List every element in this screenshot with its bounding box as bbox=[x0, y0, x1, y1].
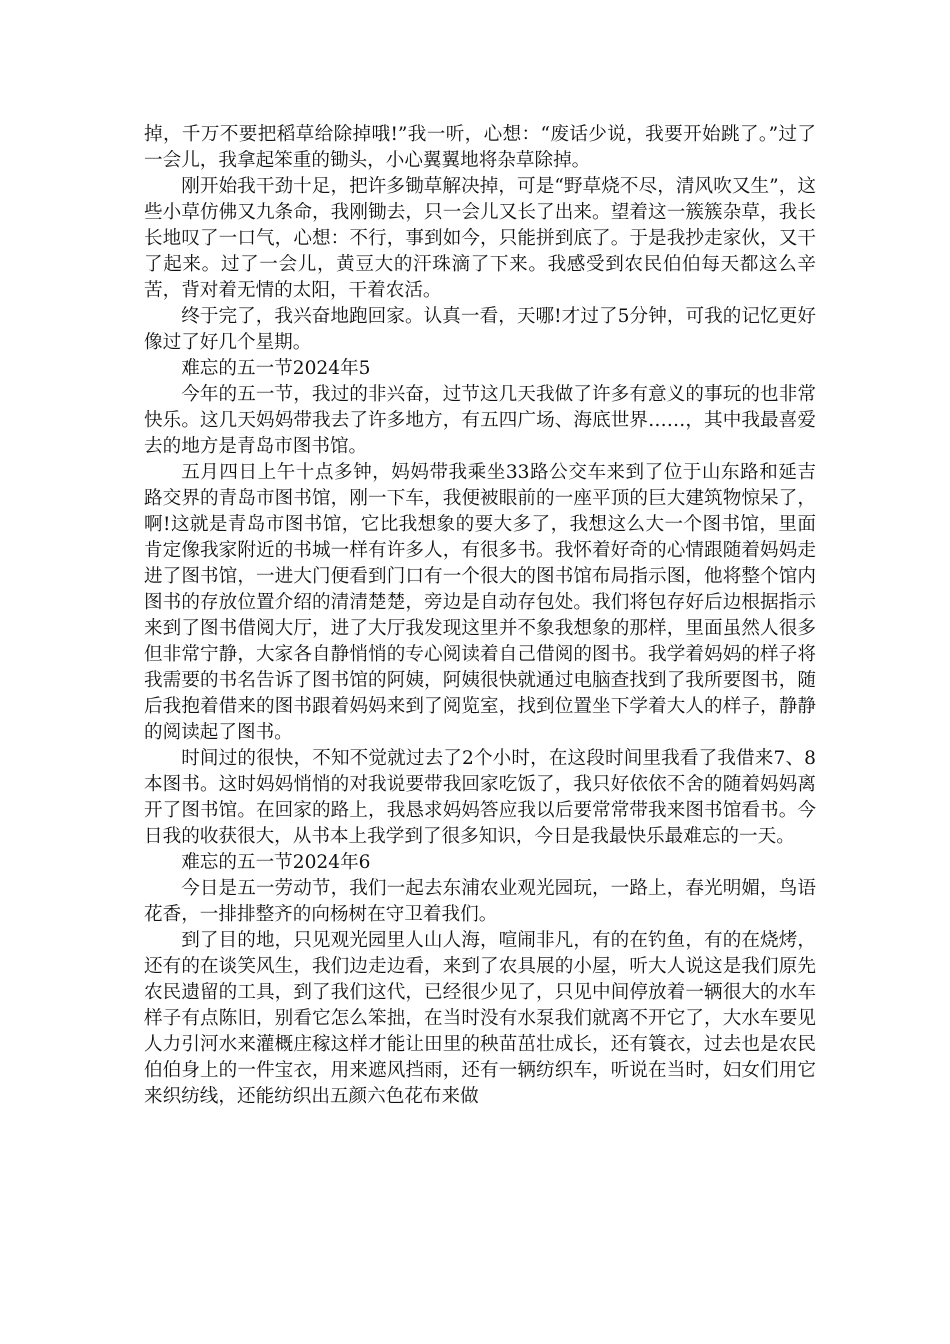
paragraph: 终于完了，我兴奋地跑回家。认真一看，天哪!才过了5分钟，可我的记忆更好像过了好几个星期。 bbox=[144, 306, 816, 353]
paragraph: 时间过的很快，不知不觉就过去了2个小时，在这段时间里我看了我借来7、8本图书。这时妈妈悄悄的对我说要带我回家吃饭了，我只好依依不舍的随着妈妈离开了图书馆。在回家的路上，我恳求妈妈答应我以后要常常带我来图书馆看书。今日我的收获很大，从书本上我学到了很多知识，今日是我最快乐最难忘的一天。 bbox=[144, 748, 816, 847]
paragraph: 今日是五一劳动节，我们一起去东浦农业观光园玩，一路上，春光明媚，鸟语花香，一排排整齐的向杨树在守卫着我们。 bbox=[144, 878, 816, 925]
paragraph: 五月四日上午十点多钟，妈妈带我乘坐33路公交车来到了位于山东路和延吉路交界的青岛市图书馆，刚一下车，我便被眼前的一座平顶的巨大建筑物惊呆了，啊!这就是青岛市图书馆，它比我想象的要大多了，我想这么大一个图书馆，里面肯定像我家附近的书城一样有许多人，有很多书。我怀着好奇的心情跟随着妈妈走进了图书馆，一进大门便看到门口有一个很大的图书馆布局指示图，他将整个馆内图书的存放位置介绍的清清楚楚，旁边是自动存包处。我们将包存好后边根据指示来到了图书借阅大厅，进了大厅我发现这里并不象我想象的那样，里面虽然人很多但非常宁静，大家各自静悄悄的专心阅读着自己借阅的图书。我学着妈妈的样子将我需要的书名告诉了图书馆的阿姨，阿姨很快就通过电脑查找到了我所要图书，随后我抱着借来的图书跟着妈妈来到了阅览室，找到位置坐下学着大人的样子，静静的阅读起了图书。 bbox=[144, 462, 816, 743]
document-page bbox=[144, 122, 816, 1110]
paragraph: 今年的五一节，我过的非兴奋，过节这几天我做了许多有意义的事玩的也非常快乐。这几天妈妈带我去了许多地方，有五四广场、海底世界……，其中我最喜爱去的地方是青岛市图书馆。 bbox=[144, 384, 816, 457]
paragraph: 刚开始我干劲十足，把许多锄草解决掉，可是“野草烧不尽，清风吹又生”，这些小草仿佛又九条命，我刚锄去，只一会儿又长了出来。望着这一簇簇杂草，我长长地叹了一口气，心想：不行，事到如今，只能拼到底了。于是我抄走家伙，又干了起来。过了一会儿，黄豆大的汗珠滴了下来。我感受到农民伯伯每天都这么辛苦，背对着无情的太阳，干着农活。 bbox=[144, 176, 816, 301]
paragraph: 掉，千万不要把稻草给除掉哦!”我一听，心想：“废话少说，我要开始跳了。”过了一会儿，我拿起笨重的锄头，小心翼翼地将杂草除掉。 bbox=[144, 124, 816, 171]
paragraph: 到了目的地，只见观光园里人山人海，喧闹非凡，有的在钓鱼，有的在烧烤，还有的在谈笑风生，我们边走边看，来到了农具展的小屋，听大人说这是我们原先农民遗留的工具，到了我们这代，已经很少见了，只见中间停放着一辆很大的水车样子有点陈旧，别看它怎么笨拙，在当时没有水泵我们就离不开它了，大水车要见人力引河水来灌概庄稼这样才能让田里的秧苗茁壮成长，还有簑衣，过去也是农民伯伯身上的一件宝衣，用来遮风挡雨，还有一辆纺织车，听说在当时，妇女们用它来织纺线，还能纺织出五颜六色花布来做 bbox=[144, 930, 816, 1107]
section-heading: 难忘的五一节2024年6 bbox=[181, 852, 371, 873]
section-heading: 难忘的五一节2024年5 bbox=[181, 358, 371, 379]
